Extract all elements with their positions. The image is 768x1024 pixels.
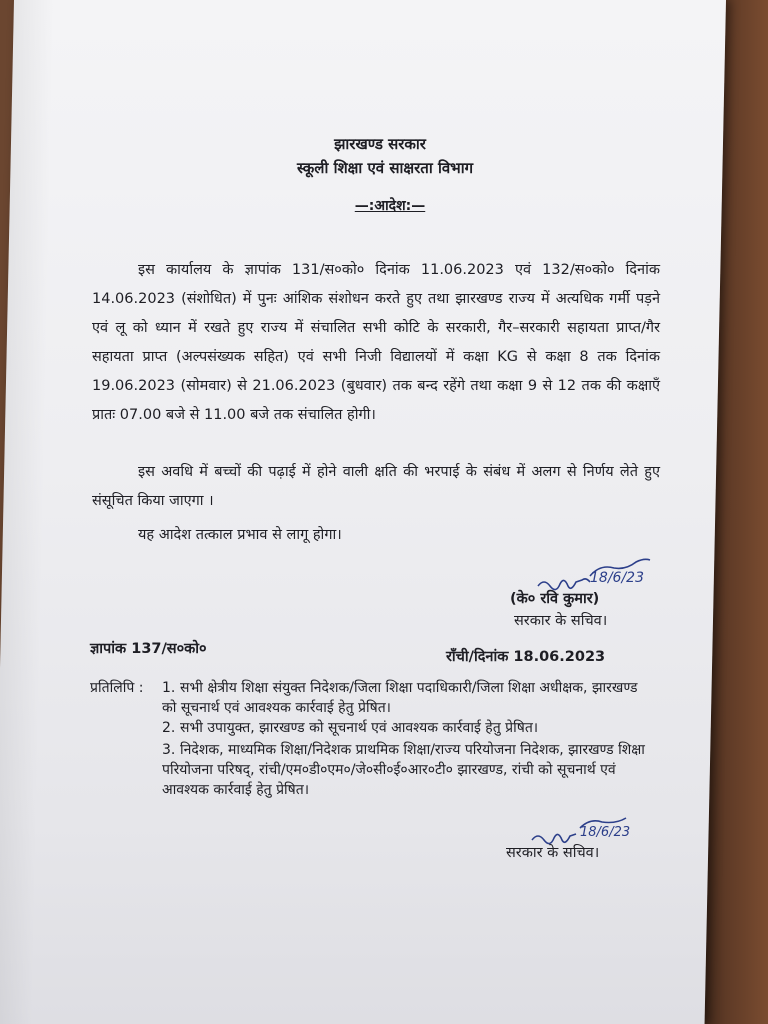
govt-heading: झारखण्ड सरकार <box>334 135 426 153</box>
svg-text:18/6/23: 18/6/23 <box>580 825 631 840</box>
signatory-designation: सरकार के सचिव। <box>514 613 608 629</box>
copy-item-number: 2. <box>162 720 176 736</box>
copy-item-text: सभी क्षेत्रीय शिक्षा संयुक्त निदेशक/जिला शिक्षा पदाधिकारी/जिला शिक्षा अधीक्षक, झारखण्ड को सूचनार्थ एवं आवश्यक कार्रवाई हेतु प्रेषित। <box>162 680 638 716</box>
copy-item-number: 1. <box>162 680 176 696</box>
order-paragraph-main: इस कार्यालय के ज्ञापांक 131/स०को० दिनांक 11.06.2023 एवं 132/स०को० दिनांक 14.06.2023 (संशोधित) में पुनः आंशिक संशोधन करते हुए तथा झारखण्ड राज्य में अत्यधिक गर्मी पड़ने एवं लू को ध्यान में रखते हुए राज्य में संचालित सभी कोटि के सरकारी, गैर–सरकारी सहायता प्राप्त/गैर सहायता प्राप्त (अल्पसंख्यक सहित) एवं सभी निजी विद्यालयों में कक्षा KG से कक्षा 8 तक दिनांक 19.06.2023 (सोमवार) से 21.06.2023 (बुधवार) तक बन्द रहेंगे तथा कक्षा 9 से 12 तक की कक्षाएँ प्रातः 07.00 बजे से 11.00 बजे तक संचालित होगी। <box>92 262 660 423</box>
copy-item-text: सभी उपायुक्त, झारखण्ड को सूचनार्थ एवं आवश्यक कार्रवाई हेतु प्रेषित। <box>180 720 539 736</box>
secretary-designation: सरकार के सचिव। <box>506 845 600 861</box>
signatory-name: (के० रवि कुमार) <box>510 591 600 607</box>
order-paragraph-effect: यह आदेश तत्काल प्रभाव से लागू होगा। <box>138 527 342 543</box>
memo-number: ज्ञापांक 137/स०को० <box>90 641 207 657</box>
copy-item <box>162 678 650 718</box>
copy-item-number: 3. <box>162 742 176 758</box>
copy-item <box>162 718 650 738</box>
copy-item <box>162 740 650 800</box>
order-paragraph-compensation: इस अवधि में बच्चों की पढ़ाई में होने वाली क्षति की भरपाई के संबंध में अलग से निर्णय लेते हुए संसूचित किया जाएगा । <box>92 464 660 509</box>
copy-item-text: निदेशक, माध्यमिक शिक्षा/निदेशक प्राथमिक शिक्षा/राज्य परियोजना निदेशक, झारखण्ड शिक्षा परियोजना परिषद्, रांची/एम०डी०एम०/जे०सी०ई०आर०टी० झारखण्ड, रांची को सूचनार्थ एवं आवश्यक कार्रवाई हेतु प्रेषित। <box>162 742 645 798</box>
svg-text:18/6/23: 18/6/23 <box>590 570 644 586</box>
department-heading: स्कूली शिक्षा एवं साक्षरता विभाग <box>296 159 474 177</box>
memo-place-date: राँची/दिनांक 18.06.2023 <box>446 649 606 665</box>
copy-label: प्रतिलिपि : <box>90 680 144 696</box>
order-title: —:आदेश:— <box>354 198 426 214</box>
